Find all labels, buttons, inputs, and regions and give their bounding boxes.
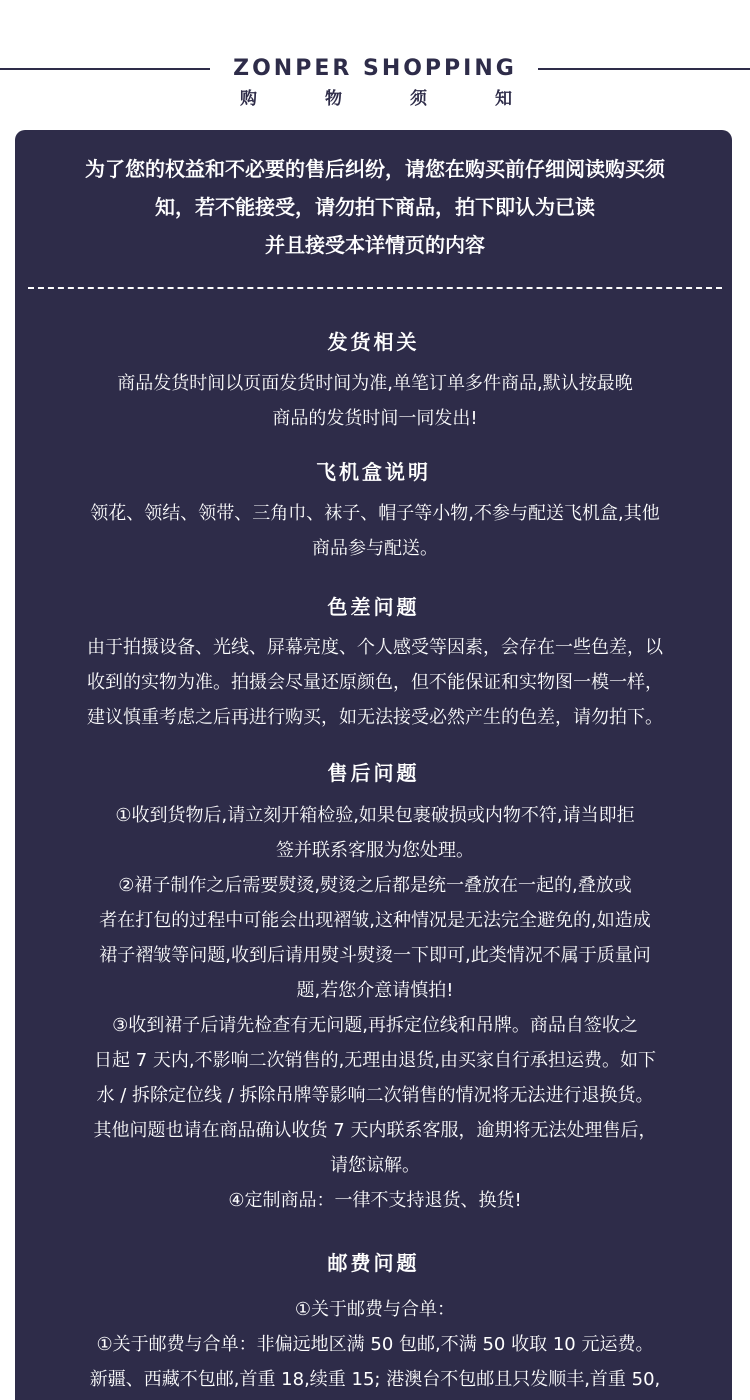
intro-notice — [20, 150, 730, 264]
section-title-color: 色差问题 — [327, 595, 420, 619]
dashed-divider — [28, 287, 722, 289]
section-line: 其他问题也请在商品确认收货 7 天内联系客服，逾期将无法处理售后， — [93, 1120, 657, 1141]
section-line: 商品的发货时间一同发出! — [272, 408, 478, 429]
intro-line: 并且接受本详情页的内容 — [265, 233, 485, 257]
section-line: 商品发货时间以页面发货时间为准,单笔订单多件商品,默认按最晚 — [117, 373, 633, 394]
section-body-color — [50, 630, 700, 735]
section-body-aftersale — [50, 798, 700, 1218]
section-title-aftersale: 售后问题 — [327, 761, 420, 785]
shopping-notice-subtitle — [240, 88, 512, 110]
section-body-box — [50, 496, 700, 566]
section-line: ④定制商品：一律不支持退货、换货! — [228, 1190, 522, 1211]
section-title-shipping: 发货相关 — [327, 330, 420, 354]
section-line: 请您谅解。 — [330, 1155, 420, 1176]
section-line: 收到的实物为准。拍摄会尽量还原颜色，但不能保证和实物图一模一样， — [87, 672, 663, 693]
section-line: 商品参与配送。 — [312, 538, 438, 559]
header — [0, 54, 750, 114]
section-line: 新疆、西藏不包邮,首重 18,续重 15; 港澳台不包邮且只发顺丰,首重 50, — [89, 1369, 661, 1390]
intro-line: 为了您的权益和不必要的售后纠纷，请您在购买前仔细阅读购买须 — [85, 157, 665, 181]
section-line: 签并联系客服为您处理。 — [276, 840, 474, 861]
section-line: 日起 7 天内,不影响二次销售的,无理由退货,由买家自行承担运费。如下 — [93, 1050, 657, 1071]
section-title-box: 飞机盒说明 — [316, 460, 431, 484]
intro-line: 知，若不能接受，请勿拍下商品，拍下即认为已读 — [155, 195, 595, 219]
subtitle-char: 知 — [495, 89, 512, 109]
section-line: 者在打包的过程中可能会出现褶皱,这种情况是无法完全避免的,如造成 — [99, 910, 651, 931]
section-title-postage: 邮费问题 — [327, 1251, 420, 1275]
brand-title: ZONPER SHOPPING — [233, 56, 517, 81]
section-line: ①关于邮费与合单： — [294, 1299, 456, 1320]
section-line: 由于拍摄设备、光线、屏幕亮度、个人感受等因素，会存在一些色差，以 — [87, 637, 663, 658]
section-line: ②裙子制作之后需要熨烫,熨烫之后都是统一叠放在一起的,叠放或 — [118, 875, 632, 896]
subtitle-char: 物 — [325, 89, 342, 109]
section-line: 水 / 拆除定位线 / 拆除吊牌等影响二次销售的情况将无法进行退换货。 — [96, 1085, 654, 1106]
section-line: ③收到裙子后请先检查有无问题,再拆定位线和吊牌。商品自签收之 — [112, 1015, 638, 1036]
section-line: 裙子褶皱等问题,收到后请用熨斗熨烫一下即可,此类情况不属于质量问 — [99, 945, 651, 966]
section-body-postage — [50, 1292, 700, 1397]
subtitle-char: 购 — [240, 89, 257, 109]
subtitle-char: 须 — [410, 89, 427, 109]
section-line: 领花、领结、领带、三角巾、袜子、帽子等小物,不参与配送飞机盒,其他 — [90, 503, 660, 524]
section-line: ①关于邮费与合单：非偏远地区满 50 包邮,不满 50 收取 10 元运费。 — [96, 1334, 654, 1355]
section-body-shipping — [50, 366, 700, 436]
section-line: ①收到货物后,请立刻开箱检验,如果包裹破损或内物不符,请当即拒 — [115, 805, 635, 826]
section-line: 建议慎重考虑之后再进行购买，如无法接受必然产生的色差，请勿拍下。 — [87, 707, 663, 728]
section-line: 题,若您介意请慎拍! — [296, 980, 454, 1001]
